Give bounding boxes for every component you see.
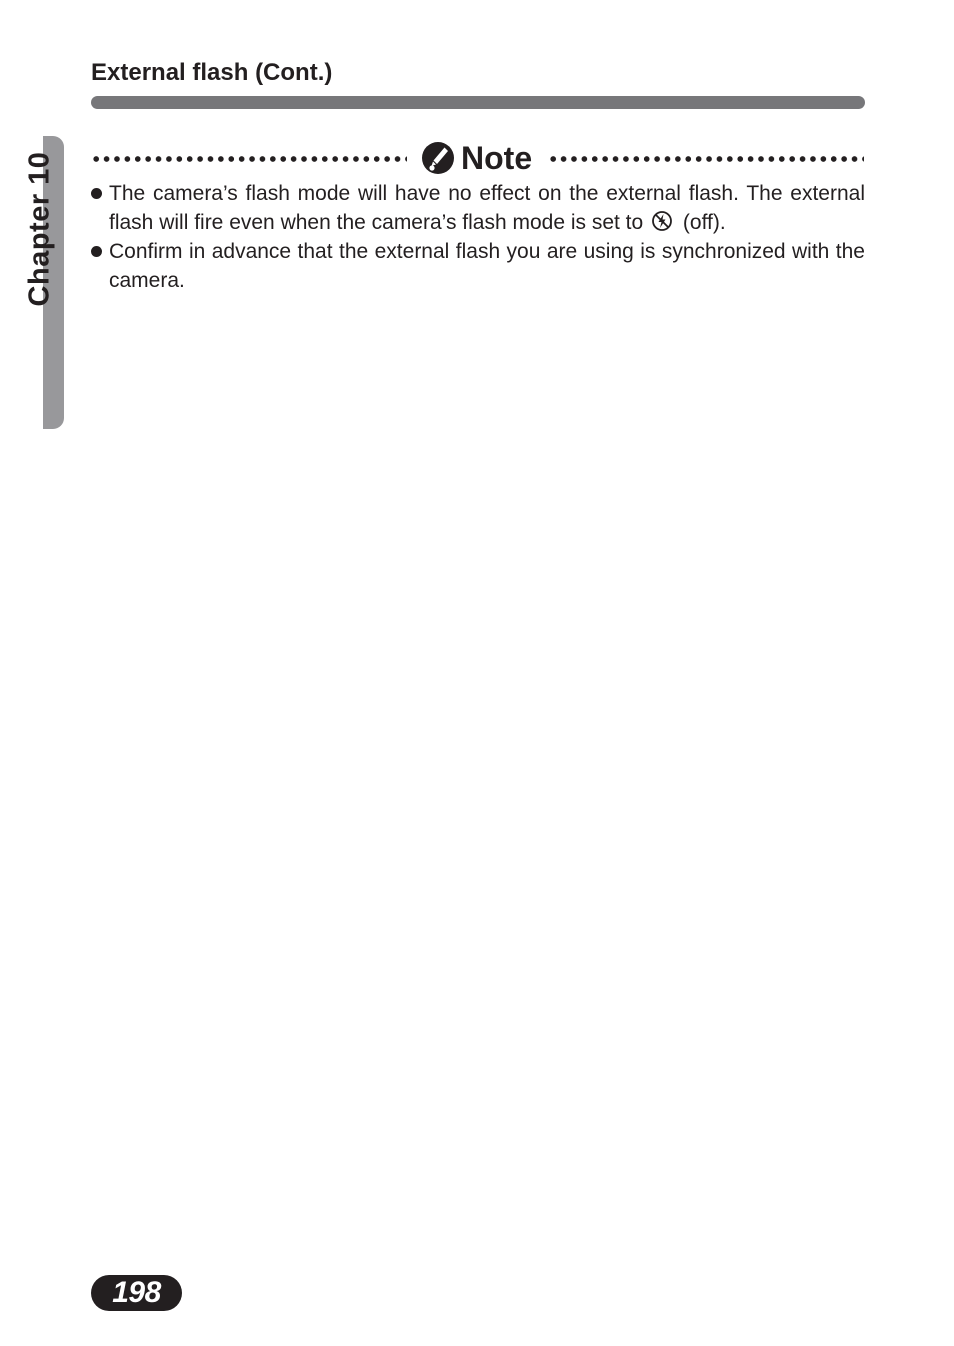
note-list: [91, 179, 865, 295]
dotted-rule-left: [91, 156, 407, 162]
dotted-rule-right: [548, 156, 864, 162]
section-title: External flash (Cont.): [91, 59, 333, 86]
page-number: 198: [91, 1275, 182, 1311]
bullet-icon: [91, 188, 102, 199]
note-pencil-icon: [421, 141, 455, 175]
chapter-label-wrap: [22, 144, 56, 314]
note-item-text-before: The camera’s flash mode will have no effect on the external flash. The external flash will fire even when the camera’s flash mode is set to: [109, 182, 865, 234]
note-item: [91, 179, 865, 237]
bullet-icon: [91, 246, 102, 257]
note-header: [91, 139, 865, 177]
note-item: [91, 237, 865, 295]
title-rule: [91, 96, 865, 109]
chapter-label: Chapter 10: [23, 151, 56, 307]
note-item-text-after: (off).: [682, 211, 726, 234]
flash-off-icon: [651, 210, 673, 232]
note-heading: Note: [461, 140, 533, 176]
note-item-text: Confirm in advance that the external flash you are using is synchronized with the camera.: [109, 240, 865, 292]
